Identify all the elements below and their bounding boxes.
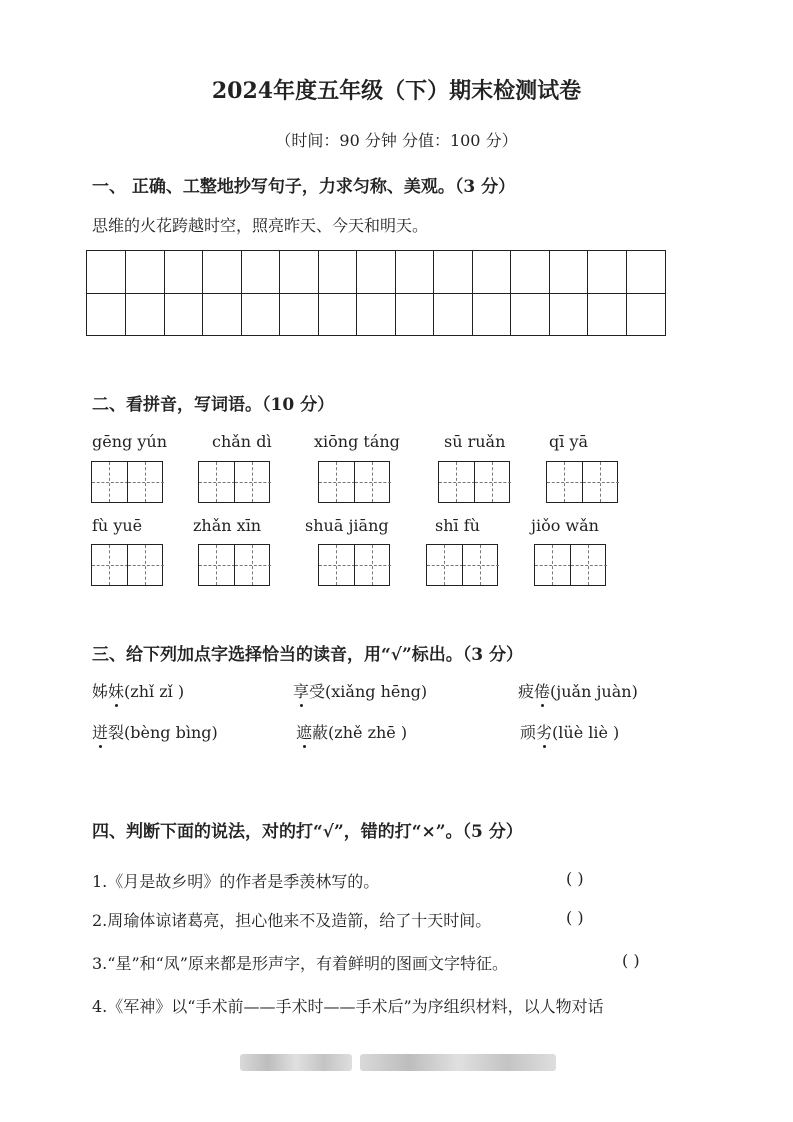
dotted-char: 迸 <box>92 720 108 743</box>
dotted-char: 劣 <box>536 720 552 743</box>
pinyin-label: xiōng táng <box>314 432 400 451</box>
q2-heading: 二、看拼音，写词语。（10 分） <box>92 395 335 415</box>
word-reading-item[interactable] <box>293 679 427 702</box>
reading-options: (lüè liè ) <box>552 723 620 742</box>
answer-parenthesis[interactable]: ( ) <box>566 908 584 927</box>
answer-box[interactable] <box>318 544 390 586</box>
pinyin-label: zhǎn xīn <box>193 516 262 535</box>
dotted-char: 享 <box>293 679 309 702</box>
dotted-char: 妹 <box>108 679 124 702</box>
pinyin-label: shuā jiāng <box>305 516 389 535</box>
word-char: 姊 <box>92 682 109 701</box>
dotted-char: 倦 <box>534 679 550 702</box>
pinyin-label: fù yuē <box>92 516 143 535</box>
q1-sentence: 思维的火花跨越时空，照亮昨天、今天和明天。 <box>92 216 429 235</box>
answer-box[interactable] <box>534 544 606 586</box>
answer-parenthesis[interactable]: ( ) <box>622 951 640 970</box>
answer-parenthesis[interactable]: ( ) <box>566 869 584 888</box>
dotted-char: 遮 <box>296 720 312 743</box>
pinyin-label: sū ruǎn <box>444 432 506 451</box>
word-char: 顽 <box>520 723 537 742</box>
word-char: 受 <box>309 682 326 701</box>
blurred-watermark <box>360 1054 556 1071</box>
q1-heading: 一、 正确、工整地抄写句子，力求匀称、美观。（3 分） <box>92 177 516 197</box>
word-reading-item[interactable] <box>296 720 407 743</box>
judgment-item: 2.周瑜体谅诸葛亮，担心他来不及造箭，给了十天时间。 <box>92 911 492 930</box>
reading-options: (xiǎng hēng) <box>325 682 428 701</box>
judgment-item: 4.《军神》以“手术前——手术时——手术后”为序组织材料，以人物对话 <box>92 997 604 1016</box>
answer-box[interactable] <box>318 461 390 503</box>
answer-box[interactable] <box>438 461 510 503</box>
pinyin-label: gēng yún <box>92 432 167 451</box>
blurred-watermark <box>240 1054 352 1071</box>
reading-options: (bèng bìng) <box>124 723 218 742</box>
reading-options: (zhǐ zǐ ) <box>124 682 185 701</box>
answer-box[interactable] <box>198 544 270 586</box>
word-reading-item[interactable] <box>92 679 184 702</box>
reading-options: (juǎn juàn) <box>550 682 638 701</box>
reading-options: (zhě zhē ) <box>328 723 408 742</box>
page-title: 2024年度五年级（下）期末检测试卷 <box>211 78 582 104</box>
word-reading-item[interactable] <box>518 679 638 702</box>
answer-box[interactable] <box>546 461 618 503</box>
word-reading-item[interactable] <box>520 720 619 743</box>
answer-box[interactable] <box>91 544 163 586</box>
pinyin-label: qī yā <box>549 432 589 451</box>
judgment-item: 1.《月是故乡明》的作者是季羡林写的。 <box>92 872 380 891</box>
pinyin-label: chǎn dì <box>212 432 272 451</box>
exam-info: （时间：90 分钟 分值：100 分） <box>275 131 518 150</box>
pinyin-label: shī fù <box>435 516 480 535</box>
answer-box[interactable] <box>426 544 498 586</box>
copy-writing-grid[interactable] <box>86 250 666 336</box>
answer-box[interactable] <box>198 461 270 503</box>
word-char: 疲 <box>518 682 535 701</box>
q4-heading: 四、判断下面的说法，对的打“√”，错的打“×”。（5 分） <box>92 822 523 842</box>
word-char: 蔽 <box>312 723 329 742</box>
answer-box[interactable] <box>91 461 163 503</box>
word-reading-item[interactable] <box>92 720 218 743</box>
word-char: 裂 <box>108 723 125 742</box>
pinyin-label: jiǒo wǎn <box>531 516 599 535</box>
judgment-item: 3.“星”和“凤”原来都是形声字，有着鲜明的图画文字特征。 <box>92 954 508 973</box>
q3-heading: 三、给下列加点字选择恰当的读音，用“√”标出。（3 分） <box>92 645 523 665</box>
